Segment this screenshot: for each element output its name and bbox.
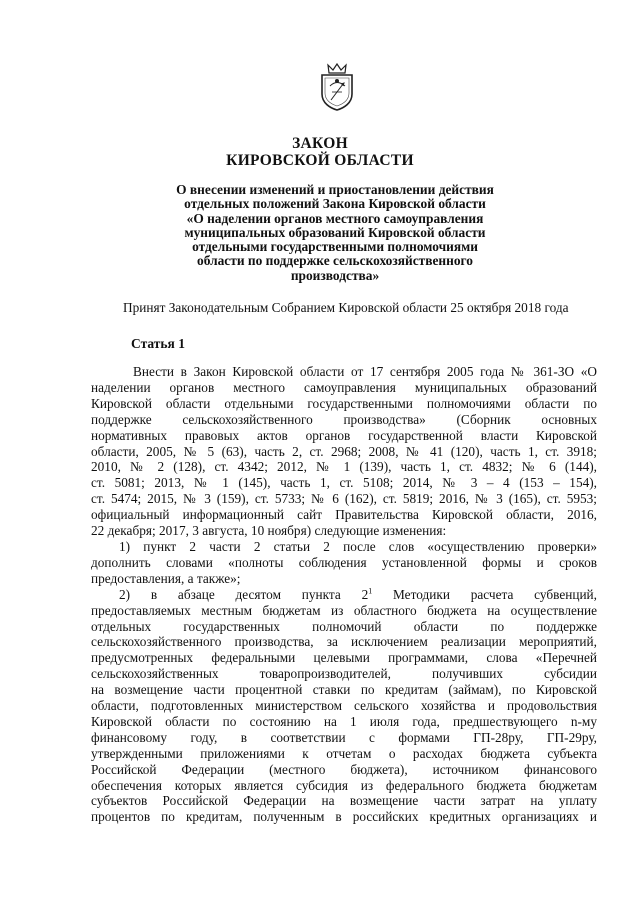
body-line: Внести в Закон Кировской области от 17 сентября 2005 года № 361-ЗО «О: [133, 364, 597, 379]
body-line: на возмещение части процентной ставки по кредитам (займам), по Кировской: [91, 682, 597, 698]
subject-line: отдельными государственными полномочиями: [192, 239, 478, 255]
body-line: процентов по кредитам, полученным в российских кредитных организациях и: [91, 809, 597, 825]
body-line: предусмотренных федеральными целевыми программами, слова «Перечней: [91, 650, 597, 666]
body-line: 22 декабря; 2017, 3 августа, 10 ноября) следующие изменения:: [91, 523, 447, 539]
body-line: ст. 5474; 2015, № 3 (159), ст. 5733; № 6 (162), ст. 5819; 2016, № 3 (165), ст. 5953;: [91, 491, 597, 507]
article-heading: Статья 1: [131, 336, 185, 351]
body-line: субъектов Российской Федерации на возмещение части затрат на уплату: [91, 793, 597, 809]
body-line: 1) пункт 2 части 2 статьи 2 после слов «осуществлению проверки»: [119, 538, 597, 554]
subject-line: «О наделении органов местного самоуправления: [186, 210, 484, 226]
body-line: утвержденными приложениями к отчетам о расходах бюджета субъекта: [91, 745, 597, 761]
body-line: Кировской области по состоянию на 1 июля года, предшествующего n-му: [91, 713, 597, 729]
body-fragment: Методики расчета субвенций,: [393, 586, 598, 602]
article-body: [91, 364, 597, 825]
subject-line: производства»: [290, 267, 380, 283]
law-title: ЗАКОН: [292, 135, 348, 152]
body-line: сельскохозяйственного производства, за исключением реализации мероприятий,: [91, 634, 597, 650]
body-line: официальный информационный сайт Правительства Кировской области, 2016,: [91, 507, 597, 523]
subject-line: О внесении изменений и приостановлении действия: [176, 182, 494, 197]
law-region: КИРОВСКОЙ ОБЛАСТИ: [226, 152, 414, 169]
superscript: 1: [368, 586, 373, 596]
body-line: Российской Федерации (местного бюджета), источником финансового: [91, 761, 597, 777]
body-line: сельскохозяйственных товаропроизводителей, получивших субсидии: [91, 666, 597, 682]
body-line: обеспечения которых является субсидия из федерального бюджета бюджетам: [91, 777, 597, 793]
body-line: поддержке сельскохозяйственного производства» (Сборник основных: [91, 411, 597, 427]
subject-line: муниципальных образований Кировской области: [184, 224, 486, 240]
body-line: Кировской области отдельными государственными полномочиями области по: [91, 395, 597, 411]
body-line: наделении органов местного самоуправления муниципальных образований: [91, 379, 597, 395]
subject-line: отдельных положений Закона Кировской области: [184, 196, 486, 212]
body-line: 2010, № 2 (128), ст. 4342; 2012, № 1 (139), часть 1, ст. 4832; № 6 (144),: [91, 459, 597, 475]
adoption-note: Принят Законодательным Собранием Кировской области 25 октября 2018 года: [123, 300, 569, 315]
body-line: предоставления, а также»;: [91, 570, 241, 586]
body-line: нормативных правовых актов органов государственной власти Кировской: [91, 427, 597, 443]
kirov-coat-of-arms-icon: [318, 62, 356, 112]
body-line: дополнить словами «полноты соблюдения установленной формы и сроков: [91, 554, 597, 570]
body-line: области, подготовленных министерством сельского хозяйства и продовольствия: [91, 698, 597, 714]
body-line: предоставляемых местным бюджетам из областного бюджета на осуществление: [91, 602, 597, 618]
subject-line: области по поддержке сельскохозяйственного: [197, 253, 473, 269]
body-line: области, 2005, № 5 (63), часть 2, ст. 2968; 2008, № 41 (120), часть 1, ст. 3918;: [91, 443, 597, 459]
body-line: ст. 5081; 2013, № 1 (145), часть 1, ст. 5108; 2014, № 3 – 4 (153 – 154),: [91, 475, 597, 491]
body-line-with-superscript: [91, 587, 597, 603]
body-fragment: 2) в абзаце десятом пункта 2: [119, 586, 369, 602]
body-line: финансовому году, в соответствии с формами ГП-28ру, ГП-29ру,: [91, 729, 597, 745]
law-subject: [130, 183, 540, 283]
body-line: отдельных государственных полномочий области по поддержке: [91, 618, 597, 634]
